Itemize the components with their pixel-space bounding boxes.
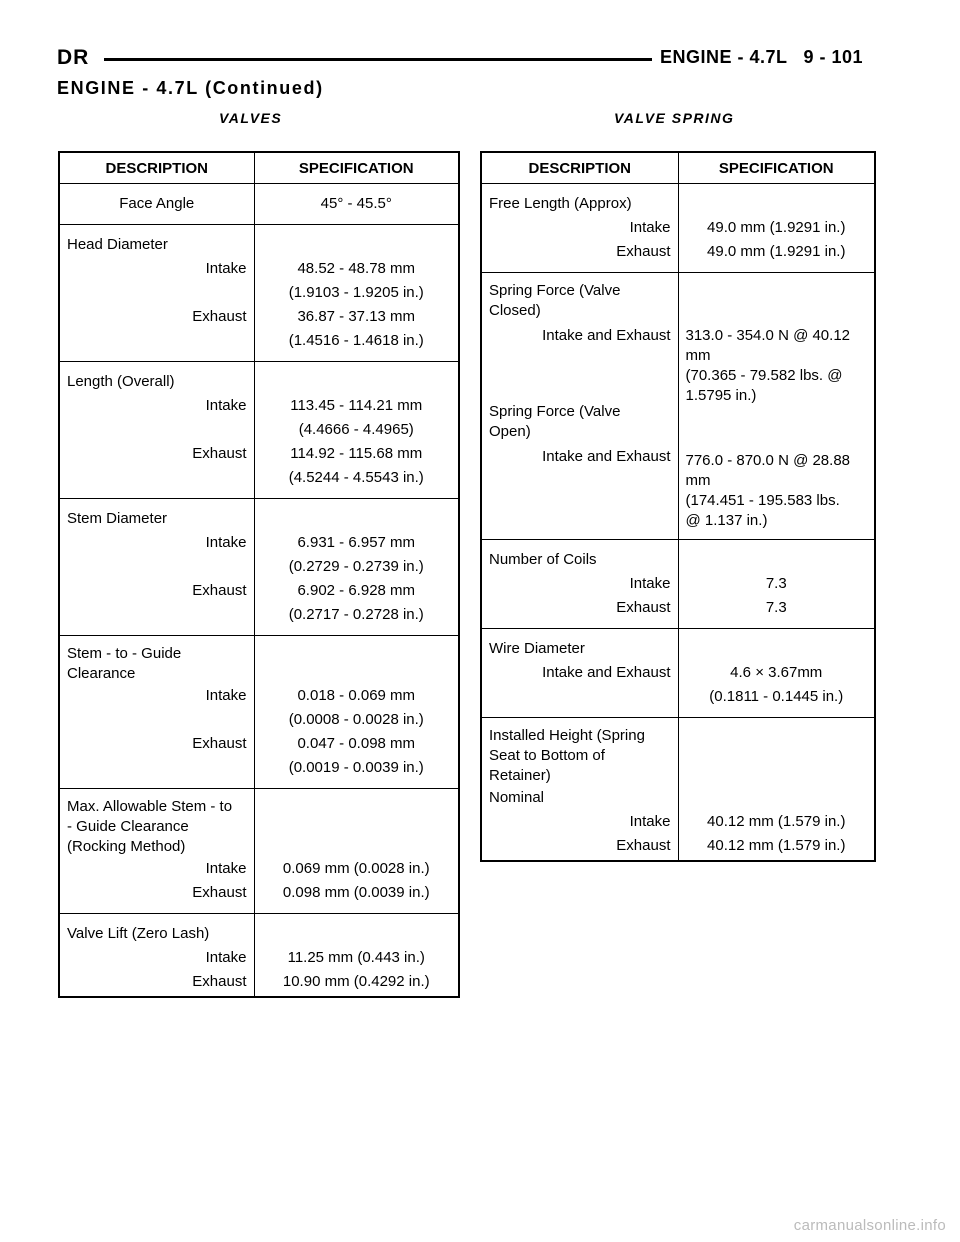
length-exhaust-mm: 114.92 - 115.68 mm [290, 445, 423, 462]
header-title: ENGINE - 4.7L [660, 47, 788, 67]
valves-table [58, 151, 460, 998]
row-wire-diameter [481, 629, 875, 718]
page-number: 9 - 101 [803, 47, 864, 67]
valve-spring-table [480, 151, 876, 862]
wire-sub: Intake and Exhaust [542, 664, 671, 681]
stem-guide-intake-in: (0.0008 - 0.0028 in.) [288, 711, 424, 728]
stem-guide-label-1: Stem - to - Guide [67, 645, 182, 662]
row-length [59, 362, 459, 499]
coils-intake-label: Intake [629, 575, 671, 592]
wire-val-1: 4.6 × 3.67mm [730, 664, 823, 681]
length-label: Length (Overall) [67, 373, 175, 390]
installed-height-label-3: Retainer) [489, 767, 551, 784]
row-head-diameter [59, 225, 459, 362]
free-length-intake-val: 49.0 mm (1.9291 in.) [707, 219, 846, 236]
installed-height-label-1: Installed Height (Spring [489, 727, 645, 744]
force-closed-sub: Intake and Exhaust [542, 327, 671, 344]
row-installed-height [481, 718, 875, 862]
head-diameter-exhaust-mm: 36.87 - 37.13 mm [297, 308, 416, 325]
length-exhaust-label: Exhaust [192, 445, 247, 462]
stem-diameter-exhaust-label: Exhaust [192, 582, 247, 599]
col-specification: SPECIFICATION [678, 152, 875, 184]
valve-lift-intake-label: Intake [205, 949, 247, 966]
head-diameter-intake-in: (1.9103 - 1.9205 in.) [288, 284, 424, 301]
stem-guide-exhaust-label: Exhaust [192, 735, 247, 752]
stem-diameter-intake-mm: 6.931 - 6.957 mm [297, 534, 416, 551]
watermark: carmanualsonline.info [793, 1217, 946, 1234]
face-angle-value: 45° - 45.5° [320, 195, 392, 212]
valve-lift-label: Valve Lift (Zero Lash) [67, 925, 210, 942]
table-header-row [481, 152, 875, 184]
table-header-row [59, 152, 459, 184]
col-description: DESCRIPTION [481, 152, 678, 184]
stem-guide-intake-mm: 0.018 - 0.069 mm [297, 687, 416, 704]
row-free-length [481, 184, 875, 273]
row-stem-guide-clearance [59, 636, 459, 789]
max-allowable-label-3: (Rocking Method) [67, 838, 186, 855]
coils-exhaust-label: Exhaust [616, 599, 671, 616]
force-closed-label-2: Closed) [489, 302, 541, 319]
max-allowable-exhaust-label: Exhaust [192, 884, 247, 901]
valves-title: VALVES [219, 110, 283, 126]
stem-diameter-exhaust-in: (0.2717 - 0.2728 in.) [288, 606, 424, 623]
length-intake-mm: 113.45 - 114.21 mm [290, 397, 423, 414]
coils-exhaust-val: 7.3 [765, 599, 787, 616]
installed-height-intake-label: Intake [629, 813, 671, 830]
max-allowable-intake-label: Intake [205, 860, 247, 877]
valve-lift-exhaust-val: 10.90 mm (0.4292 in.) [282, 973, 430, 990]
row-stem-diameter [59, 499, 459, 636]
stem-guide-exhaust-mm: 0.047 - 0.098 mm [297, 735, 416, 752]
force-closed-val-1: 313.0 - 354.0 N @ 40.12 [685, 327, 851, 344]
head-diameter-label: Head Diameter [67, 236, 168, 253]
free-length-intake-label: Intake [629, 219, 671, 236]
header-section-code: DR [57, 46, 90, 69]
force-closed-val-2: mm [685, 347, 711, 364]
force-open-label-2: Open) [489, 423, 531, 440]
wire-val-2: (0.1811 - 0.1445 in.) [709, 688, 844, 705]
coils-label: Number of Coils [489, 551, 597, 568]
force-open-val-2: mm [685, 472, 711, 489]
force-open-val-1: 776.0 - 870.0 N @ 28.88 [685, 452, 851, 469]
stem-diameter-intake-label: Intake [205, 534, 247, 551]
stem-guide-label-2: Clearance [67, 665, 136, 682]
coils-intake-val: 7.3 [765, 575, 787, 592]
force-open-val-3: (174.451 - 195.583 lbs. [685, 492, 840, 509]
max-allowable-intake-val: 0.069 mm (0.0028 in.) [282, 860, 430, 877]
stem-guide-intake-label: Intake [205, 687, 247, 704]
max-allowable-label-2: - Guide Clearance [67, 818, 189, 835]
installed-height-nominal: Nominal [489, 789, 545, 806]
max-allowable-label-1: Max. Allowable Stem - to [67, 798, 233, 815]
installed-height-exhaust-val: 40.12 mm (1.579 in.) [707, 837, 846, 854]
free-length-label: Free Length (Approx) [489, 195, 632, 212]
valve-lift-intake-val: 11.25 mm (0.443 in.) [287, 949, 425, 966]
stem-diameter-exhaust-mm: 6.902 - 6.928 mm [297, 582, 416, 599]
length-exhaust-in: (4.5244 - 4.5543 in.) [288, 469, 424, 486]
header-right [660, 47, 863, 68]
force-open-label-1: Spring Force (Valve [489, 403, 621, 420]
row-face-angle [59, 184, 459, 225]
force-closed-label-1: Spring Force (Valve [489, 282, 621, 299]
continued-heading: ENGINE - 4.7L (Continued) [57, 78, 324, 98]
installed-height-exhaust-label: Exhaust [616, 837, 671, 854]
col-specification: SPECIFICATION [254, 152, 459, 184]
installed-height-intake-val: 40.12 mm (1.579 in.) [707, 813, 846, 830]
stem-diameter-label: Stem Diameter [67, 510, 168, 527]
row-spring-force [481, 273, 875, 540]
valve-lift-exhaust-label: Exhaust [192, 973, 247, 990]
head-diameter-intake-label: Intake [205, 260, 247, 277]
force-closed-val-3: (70.365 - 79.582 lbs. @ [685, 367, 843, 384]
free-length-exhaust-val: 49.0 mm (1.9291 in.) [707, 243, 846, 260]
length-intake-label: Intake [205, 397, 247, 414]
stem-diameter-intake-in: (0.2729 - 0.2739 in.) [288, 558, 424, 575]
header-rule [104, 58, 652, 61]
installed-height-label-2: Seat to Bottom of [489, 747, 605, 764]
wire-label: Wire Diameter [489, 640, 585, 657]
length-intake-in: (4.4666 - 4.4965) [298, 421, 414, 438]
max-allowable-exhaust-val: 0.098 mm (0.0039 in.) [282, 884, 430, 901]
head-diameter-exhaust-in: (1.4516 - 1.4618 in.) [288, 332, 424, 349]
stem-guide-exhaust-in: (0.0019 - 0.0039 in.) [288, 759, 424, 776]
head-diameter-intake-mm: 48.52 - 48.78 mm [297, 260, 416, 277]
row-coils [481, 540, 875, 629]
head-diameter-exhaust-label: Exhaust [192, 308, 247, 325]
col-description: DESCRIPTION [59, 152, 254, 184]
force-open-val-4: @ 1.137 in.) [685, 512, 768, 529]
force-open-sub: Intake and Exhaust [542, 448, 671, 465]
face-angle-label: Face Angle [119, 195, 195, 212]
row-max-allowable [59, 789, 459, 914]
force-closed-val-4: 1.5795 in.) [685, 387, 757, 404]
row-valve-lift [59, 914, 459, 998]
free-length-exhaust-label: Exhaust [616, 243, 671, 260]
valve-spring-title: VALVE SPRING [614, 110, 735, 126]
